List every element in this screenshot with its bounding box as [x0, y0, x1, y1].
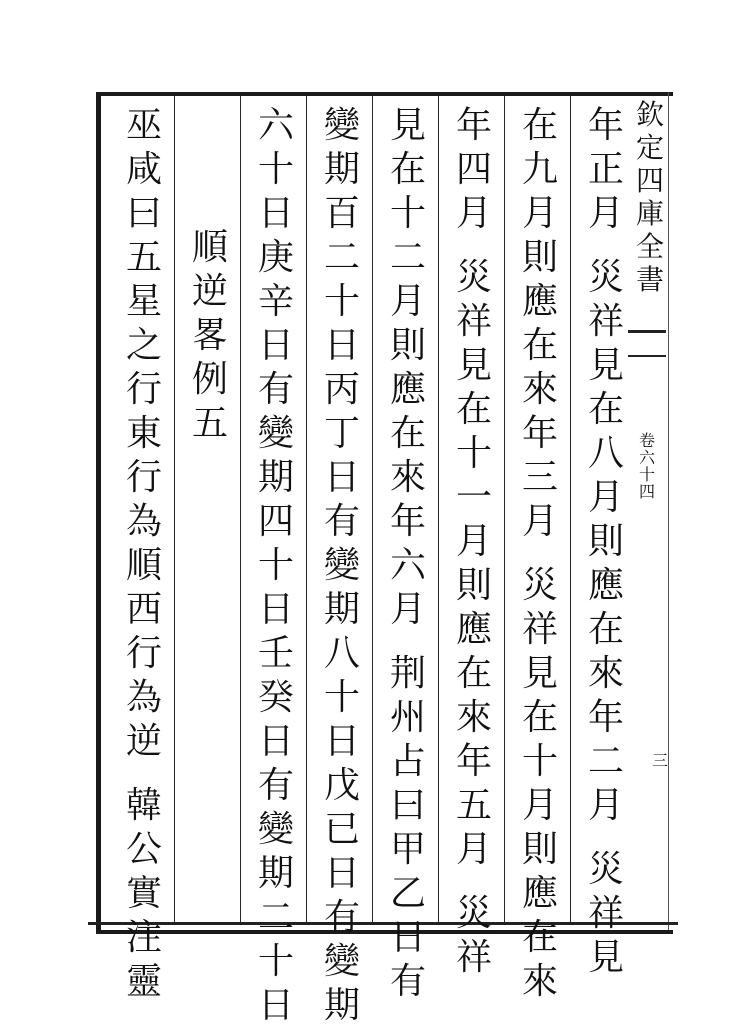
text-char: 在 [455, 653, 492, 694]
text-char: 則 [389, 325, 426, 366]
text-char: 見 [389, 105, 426, 146]
text-char: 壬 [257, 633, 294, 674]
title-char: 欽 [635, 98, 664, 131]
text-char: 應 [587, 565, 624, 606]
text-char: 見 [455, 345, 492, 386]
text-char: 有 [257, 765, 294, 806]
text-char: 日 [257, 589, 294, 630]
text-char: 三 [521, 457, 558, 498]
text-char: 一 [455, 477, 492, 518]
text-char: 期 [323, 985, 360, 1026]
text-char: 九 [521, 149, 558, 190]
text-char: 甲 [389, 829, 426, 870]
text-char: 八 [323, 633, 360, 674]
volume-char: 四 [638, 482, 655, 501]
text-char: 例 [191, 359, 228, 400]
column-rule [174, 96, 175, 922]
text-char: 祥 [587, 893, 624, 934]
title-char: 全 [635, 230, 664, 263]
text-char: 月 [521, 785, 558, 826]
text-char: 則 [521, 829, 558, 870]
text-char: 西 [125, 589, 162, 630]
text-column-4 [382, 104, 434, 1004]
text-char: 日 [389, 917, 426, 958]
text-char: 州 [389, 697, 426, 738]
text-char: 十 [521, 741, 558, 782]
text-char: 注 [125, 917, 162, 958]
text-char: 占 [389, 741, 426, 782]
text-char: 十 [257, 149, 294, 190]
text-char: 月 [455, 193, 492, 234]
text-char: 在 [389, 413, 426, 454]
title-char: 書 [635, 263, 664, 296]
title-char: 四 [635, 164, 664, 197]
text-char: 月 [587, 193, 624, 234]
text-char: 月 [455, 829, 492, 870]
text-char: 年 [389, 501, 426, 542]
book-title [628, 98, 672, 296]
column-rule [306, 96, 307, 922]
text-char: 在 [521, 917, 558, 958]
text-char: 十 [455, 433, 492, 474]
text-char: 行 [125, 369, 162, 410]
text-char: 祥 [455, 937, 492, 978]
text-char: 來 [455, 697, 492, 738]
text-char: 公 [125, 829, 162, 870]
text-char: 正 [587, 149, 624, 190]
text-char: 之 [125, 325, 162, 366]
column-rule [372, 96, 373, 922]
text-char: 在 [521, 325, 558, 366]
text-char: 為 [125, 677, 162, 718]
text-char: 月 [587, 785, 624, 826]
text-char: 丁 [323, 413, 360, 454]
text-char: 應 [389, 369, 426, 410]
text-char: 靈 [125, 961, 162, 1002]
text-char: 則 [521, 237, 558, 278]
text-char: 十 [389, 193, 426, 234]
column-rule [504, 96, 505, 922]
text-column-6 [250, 104, 302, 1028]
text-column-8 [118, 104, 170, 1004]
text-char: 十 [323, 677, 360, 718]
text-char: 期 [323, 149, 360, 190]
text-char: 咸 [125, 149, 162, 190]
text-char: 有 [389, 961, 426, 1002]
text-char: 為 [125, 501, 162, 542]
text-char: 順 [191, 227, 228, 268]
text-char: 變 [257, 413, 294, 454]
text-char: 年 [455, 105, 492, 146]
text-char: 五 [191, 403, 228, 444]
text-char: 五 [455, 785, 492, 826]
text-char: 見 [587, 345, 624, 386]
text-char: 順 [125, 545, 162, 586]
text-char: 曰 [125, 193, 162, 234]
text-char: 六 [389, 545, 426, 586]
text-char: 實 [125, 873, 162, 914]
text-char: 日 [323, 325, 360, 366]
text-char: 日 [323, 721, 360, 762]
text-char: 行 [125, 457, 162, 498]
text-char: 四 [455, 149, 492, 190]
text-char: 災 [521, 565, 558, 606]
text-char: 日 [323, 853, 360, 894]
text-char: 來 [389, 457, 426, 498]
text-char: 應 [455, 609, 492, 650]
text-char: 十 [257, 941, 294, 982]
text-char: 在 [587, 609, 624, 650]
text-char: 有 [323, 897, 360, 938]
text-char: 二 [389, 237, 426, 278]
text-column-3 [448, 104, 500, 980]
text-char: 有 [323, 501, 360, 542]
text-char: 在 [521, 105, 558, 146]
text-char: 韓 [125, 785, 162, 826]
text-char: 日 [323, 457, 360, 498]
text-char: 已 [323, 809, 360, 850]
text-char: 見 [521, 653, 558, 694]
text-char: 應 [521, 873, 558, 914]
text-char: 災 [455, 257, 492, 298]
text-char: 來 [521, 369, 558, 410]
text-char: 年 [521, 413, 558, 454]
volume-char: 六 [638, 448, 655, 467]
text-char: 六 [257, 105, 294, 146]
text-char: 東 [125, 413, 162, 454]
text-char: 日 [257, 985, 294, 1026]
text-char: 應 [521, 281, 558, 322]
text-char: 二 [257, 897, 294, 938]
text-char: 在 [389, 149, 426, 190]
text-char: 逆 [125, 721, 162, 762]
text-char: 祥 [455, 301, 492, 342]
text-char: 丙 [323, 369, 360, 410]
volume-char: 卷 [638, 431, 655, 450]
text-char: 期 [257, 853, 294, 894]
column-rule [240, 96, 241, 922]
text-char: 八 [587, 433, 624, 474]
text-char: 二 [323, 237, 360, 278]
text-char: 二 [587, 741, 624, 782]
text-char: 月 [389, 281, 426, 322]
text-char: 百 [323, 193, 360, 234]
text-char: 乙 [389, 873, 426, 914]
volume-label [632, 432, 662, 500]
column-rule [570, 96, 571, 922]
column-rule [438, 96, 439, 922]
text-char: 日 [257, 721, 294, 762]
text-char: 在 [521, 697, 558, 738]
text-char: 祥 [521, 609, 558, 650]
text-char: 變 [323, 941, 360, 982]
text-column-2 [514, 104, 566, 1004]
text-char: 巫 [125, 105, 162, 146]
text-char: 月 [587, 477, 624, 518]
text-char: 月 [389, 589, 426, 630]
text-char: 災 [455, 893, 492, 934]
text-char: 來 [521, 961, 558, 1002]
title-char: 定 [635, 131, 664, 164]
text-char: 有 [257, 369, 294, 410]
text-char: 期 [257, 457, 294, 498]
volume-char: 十 [638, 465, 655, 484]
text-char: 癸 [257, 677, 294, 718]
text-char: 變 [323, 545, 360, 586]
text-char: 十 [323, 281, 360, 322]
text-char: 荆 [389, 653, 426, 694]
text-char: 曰 [389, 785, 426, 826]
text-char: 在 [587, 389, 624, 430]
text-char: 期 [323, 589, 360, 630]
text-char: 年 [587, 105, 624, 146]
text-char: 見 [587, 937, 624, 978]
text-char: 月 [521, 193, 558, 234]
text-char: 四 [257, 501, 294, 542]
text-char: 日 [257, 325, 294, 366]
text-char: 來 [587, 653, 624, 694]
text-char: 則 [455, 565, 492, 606]
text-char: 十 [257, 545, 294, 586]
text-column-5 [316, 104, 368, 1028]
text-char: 戊 [323, 765, 360, 806]
text-char: 變 [323, 105, 360, 146]
text-char: 變 [257, 809, 294, 850]
text-char: 災 [587, 257, 624, 298]
text-char: 日 [257, 193, 294, 234]
text-char: 月 [521, 501, 558, 542]
text-column-7 [184, 226, 236, 446]
text-char: 在 [455, 389, 492, 430]
text-char: 辛 [257, 281, 294, 322]
text-char: 庚 [257, 237, 294, 278]
text-char: 年 [587, 697, 624, 738]
text-char: 星 [125, 281, 162, 322]
text-char: 祥 [587, 301, 624, 342]
text-char: 行 [125, 633, 162, 674]
fish-tail-mark [628, 330, 666, 357]
text-char: 年 [455, 741, 492, 782]
text-char: 逆 [191, 271, 228, 312]
text-char: 則 [587, 521, 624, 562]
text-char: 災 [587, 849, 624, 890]
text-column-1 [580, 104, 632, 980]
title-char: 庫 [635, 197, 664, 230]
text-char: 月 [455, 521, 492, 562]
text-char: 五 [125, 237, 162, 278]
leaf-number: 三 [652, 751, 669, 770]
text-char: 畧 [191, 315, 228, 356]
